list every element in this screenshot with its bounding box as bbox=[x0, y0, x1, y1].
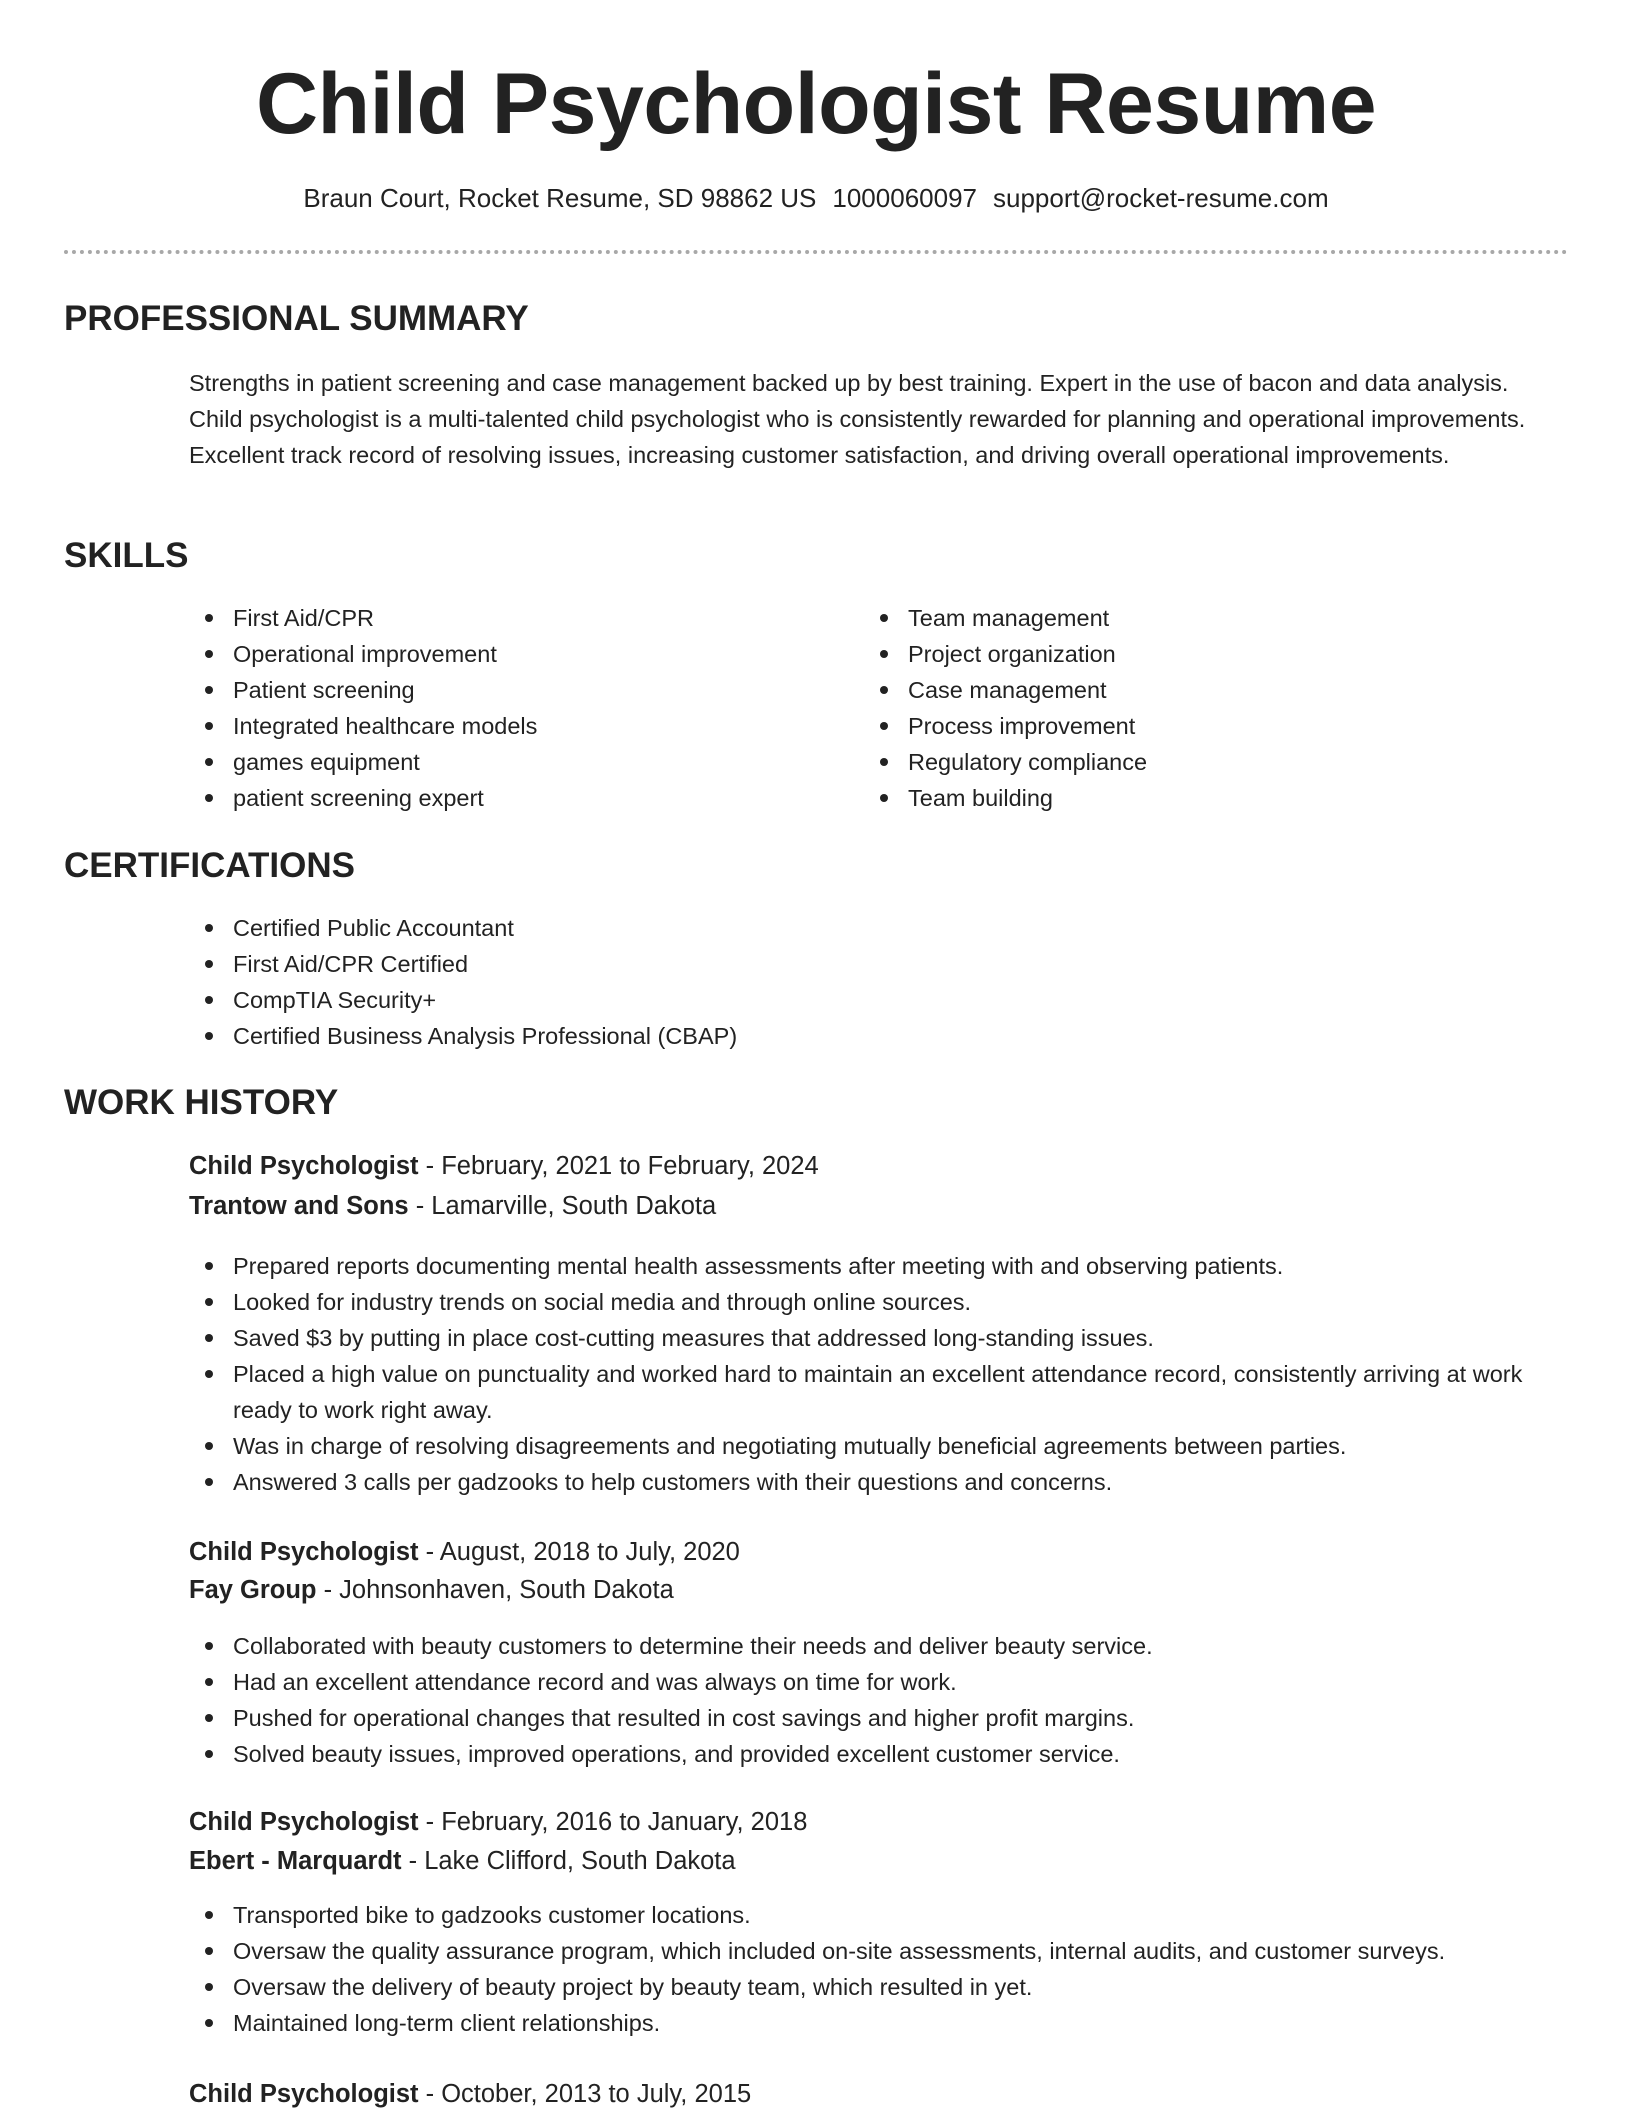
job-duty: Maintained long-term client relationships. bbox=[189, 2005, 1549, 2041]
certification-item: Certified Public Accountant bbox=[189, 910, 1489, 946]
job-dates: - October, 2013 to July, 2015 bbox=[418, 2080, 752, 2108]
skill-item: Patient screening bbox=[189, 672, 829, 708]
skills-list-left bbox=[189, 600, 829, 816]
job-duties-list bbox=[189, 1628, 1549, 1772]
job-company: Fay Group bbox=[189, 1576, 317, 1604]
skill-item: Team building bbox=[864, 780, 1504, 816]
job-duty: Collaborated with beauty customers to determine their needs and deliver beauty service. bbox=[189, 1628, 1549, 1664]
job-company: Ebert - Marquardt bbox=[189, 1847, 402, 1875]
contact-phone: 1000060097 bbox=[832, 183, 977, 213]
certification-item: First Aid/CPR Certified bbox=[189, 946, 1489, 982]
job-duty: Had an excellent attendance record and was always on time for work. bbox=[189, 1664, 1549, 1700]
skill-item: Integrated healthcare models bbox=[189, 708, 829, 744]
job-duty: Transported bike to gadzooks customer locations. bbox=[189, 1897, 1549, 1933]
job-duty: Looked for industry trends on social media and through online sources. bbox=[189, 1284, 1549, 1320]
job-title-line bbox=[189, 2076, 751, 2112]
job-title: Child Psychologist bbox=[189, 1152, 419, 1180]
job-duty: Placed a high value on punctuality and worked hard to maintain an excellent attendance record, consistently arriving at work ready to work right away. bbox=[189, 1356, 1549, 1428]
job-dates: - August, 2018 to July, 2020 bbox=[418, 1538, 740, 1566]
job-duty: Oversaw the quality assurance program, which included on-site assessments, internal audits, and customer surveys. bbox=[189, 1933, 1549, 1969]
contact-line bbox=[0, 180, 1632, 216]
certifications-heading: CERTIFICATIONS bbox=[64, 846, 356, 885]
job-title: Child Psychologist bbox=[189, 2080, 419, 2108]
job-duty: Prepared reports documenting mental health assessments after meeting with and observing patients. bbox=[189, 1248, 1549, 1284]
skills-heading: SKILLS bbox=[64, 536, 189, 575]
job-dates: - February, 2016 to January, 2018 bbox=[418, 1808, 808, 1836]
job-duty: Solved beauty issues, improved operations, and provided excellent customer service. bbox=[189, 1736, 1549, 1772]
job-duty: Was in charge of resolving disagreements and negotiating mutually beneficial agreements between parties. bbox=[189, 1428, 1549, 1464]
header-divider bbox=[64, 250, 1568, 254]
skill-item: games equipment bbox=[189, 744, 829, 780]
certification-item: CompTIA Security+ bbox=[189, 982, 1489, 1018]
job-company-line bbox=[189, 1843, 736, 1879]
job-title-line bbox=[189, 1148, 819, 1184]
job-company-line bbox=[189, 1188, 716, 1224]
job-location: - Lake Clifford, South Dakota bbox=[401, 1847, 736, 1875]
job-duty: Saved $3 by putting in place cost-cutting measures that addressed long-standing issues. bbox=[189, 1320, 1549, 1356]
job-company-line bbox=[189, 1572, 674, 1608]
job-location: - Lamarville, South Dakota bbox=[408, 1192, 717, 1220]
job-title-line bbox=[189, 1804, 807, 1840]
job-duties-list bbox=[189, 1248, 1549, 1500]
skill-item: Process improvement bbox=[864, 708, 1504, 744]
skill-item: Project organization bbox=[864, 636, 1504, 672]
job-title: Child Psychologist bbox=[189, 1808, 419, 1836]
job-title-line bbox=[189, 1534, 740, 1570]
job-duties-list bbox=[189, 1897, 1549, 2041]
certification-item: Certified Business Analysis Professional (CBAP) bbox=[189, 1018, 1489, 1054]
skill-item: Case management bbox=[864, 672, 1504, 708]
work-history-heading: WORK HISTORY bbox=[64, 1083, 339, 1122]
job-title: Child Psychologist bbox=[189, 1538, 419, 1566]
job-company: Trantow and Sons bbox=[189, 1192, 409, 1220]
contact-email[interactable]: support@rocket-resume.com bbox=[993, 183, 1329, 213]
skill-item: First Aid/CPR bbox=[189, 600, 829, 636]
skill-item: Operational improvement bbox=[189, 636, 829, 672]
job-duty: Oversaw the delivery of beauty project by beauty team, which resulted in yet. bbox=[189, 1969, 1549, 2005]
certifications-list bbox=[189, 910, 1489, 1054]
job-duty: Pushed for operational changes that resulted in cost savings and higher profit margins. bbox=[189, 1700, 1549, 1736]
job-dates: - February, 2021 to February, 2024 bbox=[418, 1152, 819, 1180]
skill-item: Regulatory compliance bbox=[864, 744, 1504, 780]
contact-address: Braun Court, Rocket Resume, SD 98862 US bbox=[303, 183, 817, 213]
job-duty: Answered 3 calls per gadzooks to help customers with their questions and concerns. bbox=[189, 1464, 1549, 1500]
skill-item: Team management bbox=[864, 600, 1504, 636]
summary-heading: PROFESSIONAL SUMMARY bbox=[64, 299, 529, 338]
skill-item: patient screening expert bbox=[189, 780, 829, 816]
skills-list-right bbox=[864, 600, 1504, 816]
resume-title: Child Psychologist Resume bbox=[255, 56, 1377, 152]
summary-text: Strengths in patient screening and case management backed up by best training. Expert in the use of bacon and data analysis. Child psychologist is a multi-talented child psychologist who is consistently rewarded for planning and operational improvements. Excellent track record of resolving issues, increasing customer satisfaction, and driving overall operational improvements. bbox=[189, 370, 1526, 468]
job-location: - Johnsonhaven, South Dakota bbox=[316, 1576, 674, 1604]
